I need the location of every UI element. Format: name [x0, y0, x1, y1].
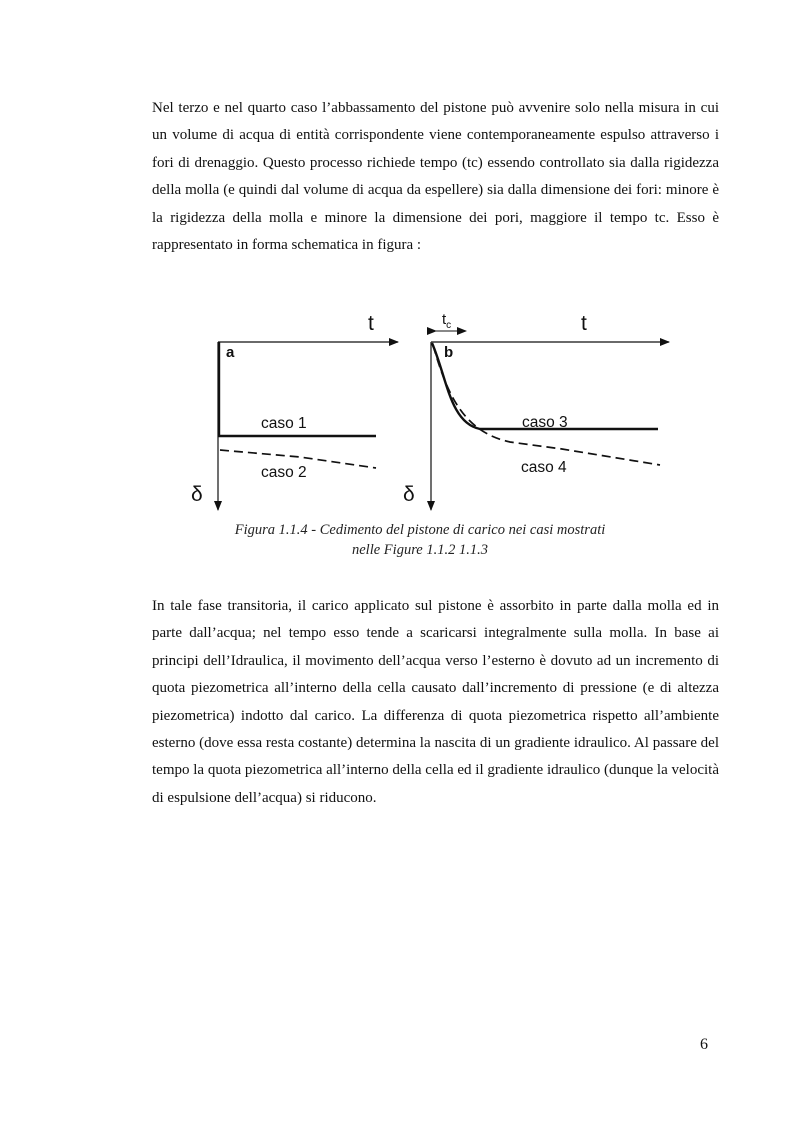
panel-a-settlement-label: δ	[191, 483, 203, 506]
settlement-figure	[180, 298, 670, 513]
caso-4-label: caso 4	[521, 459, 567, 476]
figure-caption-line-1: Figura 1.1.4 - Cedimento del pistone di carico nei casi mostrati	[234, 522, 606, 538]
caso-1-label: caso 1	[261, 415, 307, 432]
paragraph-2: In tale fase transitoria, il carico applicato sul pistone è assorbito in parte dalla molla ed in parte dall’acqua; nel tempo esso tende a scaricarsi integralmente sulla molla. In base ai principi dell’Idraulica, il movimento dell’acqua verso l’esterno è dovuto ad un incremento di quota piezometrica all’interno della cella causato dall’incremento di pressione (e di altezza piezometrica) indotto dal carico. La differenza di quota piezometrica rispetto all’ambiente esterno (dove essa resta costante) determina la nascita di un gradiente idraulico. Al passare del tempo la quota piezometrica all’interno della cella ed il gradiente idraulico (dunque la velocità di espulsione dell’acqua) si riducono.	[152, 598, 719, 806]
panel-a-label: a	[226, 344, 235, 361]
panel-a-time-label: t	[368, 312, 374, 335]
paragraph-1: Nel terzo e nel quarto caso l’abbassamento del pistone può avvenire solo nella misura in cui un volume di acqua di entità corrispondente viene contemporaneamente espulso attraverso i fori di drenaggio. Questo processo richiede tempo (tc) essendo controllato sia dalla rigidezza della molla (e quindi dal volume di acqua da espellere) sia dalla dimensione dei fori: minore è la rigidezza della molla e minore la dimensione dei pori, maggiore il tempo tc. Esso è rappresentato in forma schematica in figura :	[152, 100, 719, 254]
figure-caption-line-2: nelle Figure 1.1.2 1.1.3	[352, 542, 488, 558]
caso-4-curve	[433, 345, 660, 465]
panel-b-settlement-label: δ	[403, 483, 415, 506]
page-number: 6	[700, 1036, 708, 1053]
panel-a	[191, 312, 398, 510]
figure-caption	[180, 520, 660, 560]
caso-3-label: caso 3	[522, 414, 568, 431]
tc-marker-label: $t_c$	[442, 311, 452, 331]
caso-2-label: caso 2	[261, 464, 307, 481]
panel-b-time-label: t	[581, 312, 587, 335]
panel-b-label: b	[444, 344, 454, 361]
panel-b	[403, 311, 669, 510]
